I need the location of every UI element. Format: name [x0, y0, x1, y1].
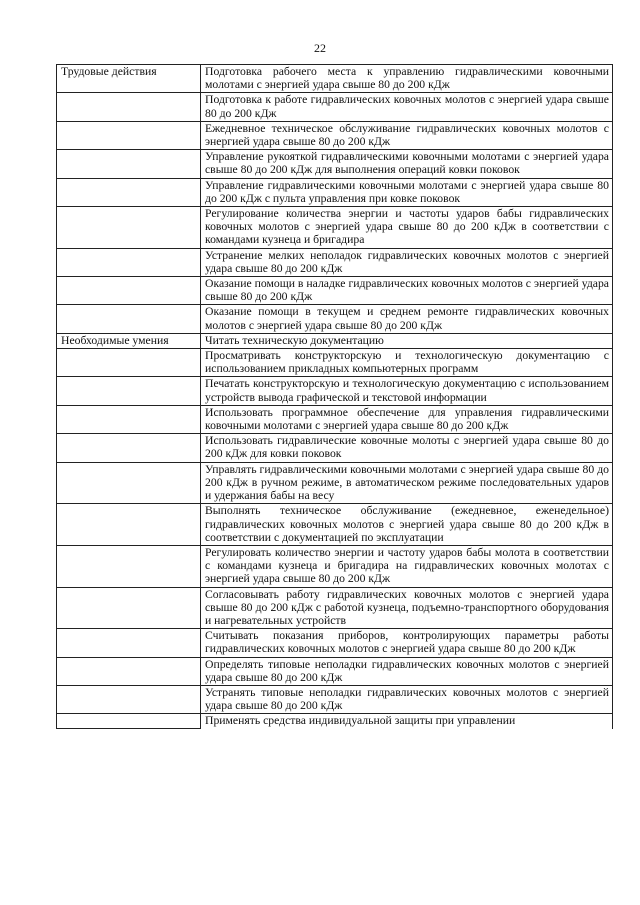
table-row — [57, 150, 613, 178]
skill-item: Просматривать конструкторскую и технологическую документацию с использованием прикладных компьютерных программ — [201, 349, 613, 377]
labor-action-item: Подготовка рабочего места к управлению гидравлическими ковочными молотами с энергией удара свыше 80 до 200 кДж — [201, 65, 613, 93]
table-row — [57, 305, 613, 333]
skill-item: Устранять типовые неполадки гидравлических ковочных молотов с энергией удара свыше 80 до 200 кДж — [201, 685, 613, 713]
skill-item: Согласовывать работу гидравлических ковочных молотов с энергией удара свыше 80 до 200 кДж с работой кузнеца, подъемно-транспортного оборудования и нагревательных устройств — [201, 587, 613, 629]
skill-item: Читать техническую документацию — [201, 333, 613, 348]
table-row — [57, 462, 613, 504]
section-label-required-skills: Необходимые умения — [57, 333, 201, 348]
table-row — [57, 349, 613, 377]
table-row — [57, 377, 613, 405]
requirements-table — [56, 64, 613, 729]
labor-action-item: Управление гидравлическими ковочными молотами с энергией удара свыше 80 до 200 кДж с пульта управления при ковке поковок — [201, 178, 613, 206]
table-row — [57, 434, 613, 462]
skill-item: Управлять гидравлическими ковочными молотами с энергией удара свыше 80 до 200 кДж в ручном режиме, в автоматическом режиме последовательных ударов и удержания бабы на весу — [201, 462, 613, 504]
labor-action-item: Управление рукояткой гидравлическими ковочными молотами с энергией удара свыше 80 до 200 кДж для выполнения операций ковки поковок — [201, 150, 613, 178]
table-row — [57, 657, 613, 685]
labor-action-item: Устранение мелких неполадок гидравлических ковочных молотов с энергией удара свыше 80 до 200 кДж — [201, 248, 613, 276]
labor-action-item: Оказание помощи в наладке гидравлических ковочных молотов с энергией удара свыше 80 до 200 кДж — [201, 277, 613, 305]
skill-item: Использовать гидравлические ковочные молоты с энергией удара свыше 80 до 200 кДж для ковки поковок — [201, 434, 613, 462]
table-row — [57, 504, 613, 546]
section-label-labor-actions: Трудовые действия — [57, 65, 201, 93]
table-row — [57, 65, 613, 93]
labor-action-item: Регулирование количества энергии и частоты ударов бабы гидравлических ковочных молотов с энергией удара свыше 80 до 200 кДж в соответствии с командами кузнеца и бригадира — [201, 207, 613, 249]
labor-action-item: Подготовка к работе гидравлических ковочных молотов с энергией удара свыше 80 до 200 кДж — [201, 93, 613, 121]
table-row — [57, 333, 613, 348]
table-row — [57, 714, 613, 729]
skill-item: Определять типовые неполадки гидравлических ковочных молотов с энергией удара свыше 80 до 200 кДж — [201, 657, 613, 685]
skill-item: Считывать показания приборов, контролирующих параметры работы гидравлических ковочных молотов с энергией удара свыше 80 до 200 кДж — [201, 629, 613, 657]
table-row — [57, 405, 613, 433]
labor-action-item: Ежедневное техническое обслуживание гидравлических ковочных молотов с энергией удара свыше 80 до 200 кДж — [201, 121, 613, 149]
table-row — [57, 207, 613, 249]
table-row — [57, 629, 613, 657]
table-row — [57, 685, 613, 713]
table-row — [57, 248, 613, 276]
page-number: 22 — [314, 41, 326, 55]
skill-item: Регулировать количество энергии и частоту ударов бабы молота в соответствии с командами кузнеца и бригадира на гидравлических ковочных молотах с энергией удара свыше 80 до 200 кДж — [201, 545, 613, 587]
table-row — [57, 178, 613, 206]
table-row — [57, 277, 613, 305]
skill-item: Выполнять техническое обслуживание (ежедневное, еженедельное) гидравлических ковочных молотов с энергией удара свыше 80 до 200 кДж в соответствии с документацией по эксплуатации — [201, 504, 613, 546]
table-row — [57, 121, 613, 149]
labor-action-item: Оказание помощи в текущем и среднем ремонте гидравлических ковочных молотов с энергией удара свыше 80 до 200 кДж — [201, 305, 613, 333]
skill-item: Использовать программное обеспечение для управления гидравлическими ковочными молотами с энергией удара свыше 80 до 200 кДж — [201, 405, 613, 433]
skill-item: Применять средства индивидуальной защиты при управлении — [201, 714, 613, 729]
table-row — [57, 545, 613, 587]
skill-item: Печатать конструкторскую и технологическую документацию с использованием устройств вывода графической и текстовой информации — [201, 377, 613, 405]
table-row — [57, 587, 613, 629]
table-row — [57, 93, 613, 121]
